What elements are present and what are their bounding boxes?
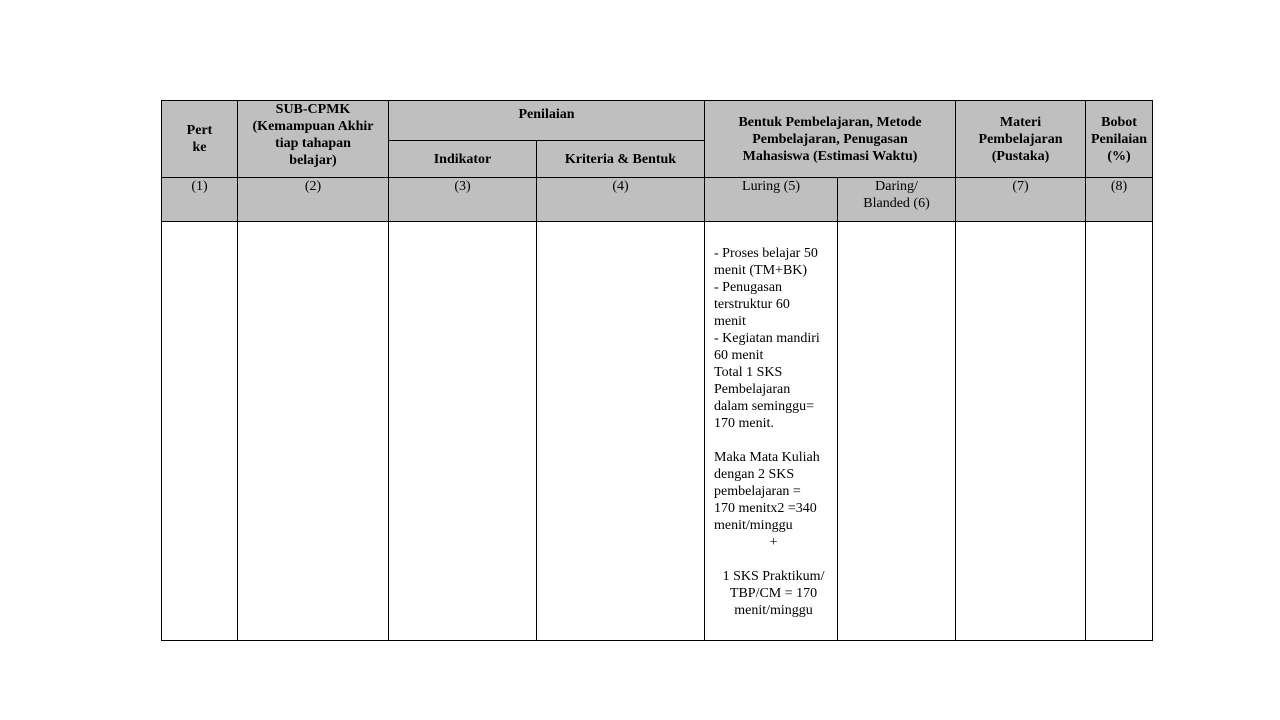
luring-praktikum-text: 1 SKS Praktikum/ TBP/CM = 170 menit/minggu bbox=[722, 569, 825, 618]
colnum-1: (1) bbox=[162, 178, 238, 222]
colnum-4: (4) bbox=[537, 178, 705, 222]
header-kriteria-text: Kriteria & Bentuk bbox=[564, 151, 677, 167]
header-indikator-text: Indikator bbox=[433, 151, 492, 167]
colnum-5-luring: Luring (5) bbox=[705, 178, 838, 222]
header-materi-text: Materi Pembelajaran (Pustaka) bbox=[978, 114, 1063, 164]
header-row-1 bbox=[162, 101, 1153, 141]
luring-description bbox=[705, 222, 837, 640]
cell-indikator bbox=[389, 222, 537, 641]
cell-bobot bbox=[1086, 222, 1153, 641]
header-bentuk-pembelajaran bbox=[705, 101, 956, 178]
header-indikator bbox=[389, 141, 537, 178]
luring-main-text: - Proses belajar 50 menit (TM+BK) - Penugasan terstruktur 60 menit - Kegiatan mandiri 60 menit Total 1 SKS Pembelajaran dalam seminggu= 170 menit. Maka Mata Kuliah dengan 2 SKS pembelajaran = 170 menitx2 =340 menit/minggu bbox=[714, 246, 820, 533]
cell-daring bbox=[838, 222, 956, 641]
header-materi bbox=[956, 101, 1086, 178]
header-bobot-text: Bobot Penilaian (%) bbox=[1091, 114, 1148, 164]
body-row bbox=[162, 222, 1153, 641]
header-penilaian-text: Penilaian bbox=[518, 107, 575, 122]
cell-sub-cpmk bbox=[238, 222, 389, 641]
header-bentuk-pembelajaran-text: Bentuk Pembelajaran, Metode Pembelajaran, Penugasan Mahasiswa (Estimasi Waktu) bbox=[738, 114, 922, 164]
header-kriteria bbox=[537, 141, 705, 178]
header-bobot bbox=[1086, 101, 1153, 178]
colnum-2: (2) bbox=[238, 178, 389, 222]
colnum-3: (3) bbox=[389, 178, 537, 222]
column-number-row bbox=[162, 178, 1153, 222]
cell-pertemuan bbox=[162, 222, 238, 641]
header-pertemuan bbox=[162, 101, 238, 178]
header-sub-cpmk bbox=[238, 101, 389, 178]
header-sub-cpmk-text: SUB-CPMK (Kemampuan Akhir tiap tahapan belajar) bbox=[252, 102, 374, 168]
cell-kriteria bbox=[537, 222, 705, 641]
colnum-7: (7) bbox=[956, 178, 1086, 222]
luring-plus-sign: + bbox=[769, 535, 778, 550]
header-pertemuan-text: Pert ke bbox=[186, 123, 213, 155]
header-penilaian bbox=[389, 101, 705, 141]
cell-luring bbox=[705, 222, 838, 641]
cell-materi bbox=[956, 222, 1086, 641]
rps-table bbox=[161, 100, 1153, 641]
colnum-8: (8) bbox=[1086, 178, 1153, 222]
colnum-6-daring: Daring/ Blanded (6) bbox=[838, 178, 956, 222]
